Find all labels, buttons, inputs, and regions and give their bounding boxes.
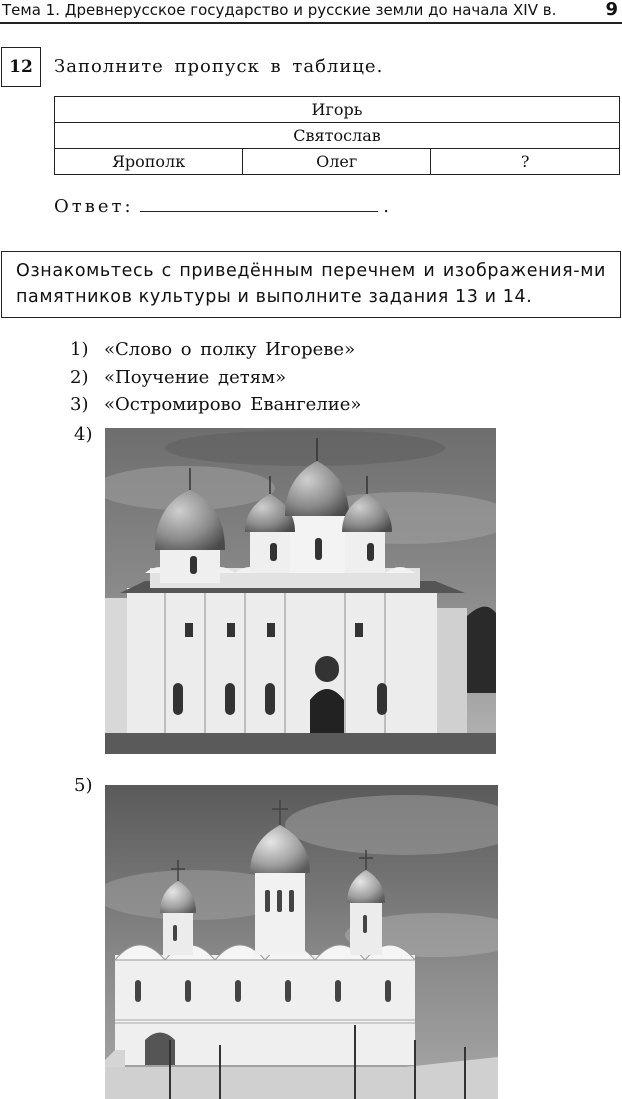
answer-period: .: [383, 196, 389, 217]
genealogy-table: [54, 96, 620, 175]
answer-line: [54, 196, 389, 217]
cathedral-photo-icon: [105, 428, 496, 754]
cathedral-photo-icon: [105, 785, 498, 1099]
image-number: 5): [74, 775, 93, 796]
list-item: 1) «Слово о полку Игореве»: [70, 339, 356, 360]
page-number: 9: [605, 0, 618, 20]
table-cell: Святослав: [55, 123, 620, 149]
header-title: Тема 1. Древнерусское государство и русские земли до начала XIV в.: [2, 1, 557, 19]
instruction-box: Ознакомьтесь с приведённым перечнем и изображения-ми памятников культуры и выполните задания 13 и 14.: [1, 251, 621, 318]
table-cell: Ярополк: [55, 149, 243, 175]
question-number-box: [1, 47, 41, 87]
question-number: 12: [9, 57, 33, 77]
answer-label: Ответ:: [54, 196, 134, 217]
table-row: [55, 123, 620, 149]
question-prompt: Заполните пропуск в таблице.: [54, 56, 384, 77]
table-cell-missing: ?: [431, 149, 620, 175]
monument-list: [70, 336, 361, 419]
page-header: [0, 0, 622, 24]
list-item: 2) «Поучение детям»: [70, 366, 287, 388]
table-cell: Олег: [243, 149, 431, 175]
table-row: [55, 149, 620, 175]
answer-field[interactable]: [140, 197, 378, 212]
table-cell: Игорь: [55, 97, 620, 123]
image-number: 4): [74, 424, 93, 445]
list-item: 3) «Остромирово Евангелие»: [70, 394, 362, 415]
table-row: [55, 97, 620, 123]
